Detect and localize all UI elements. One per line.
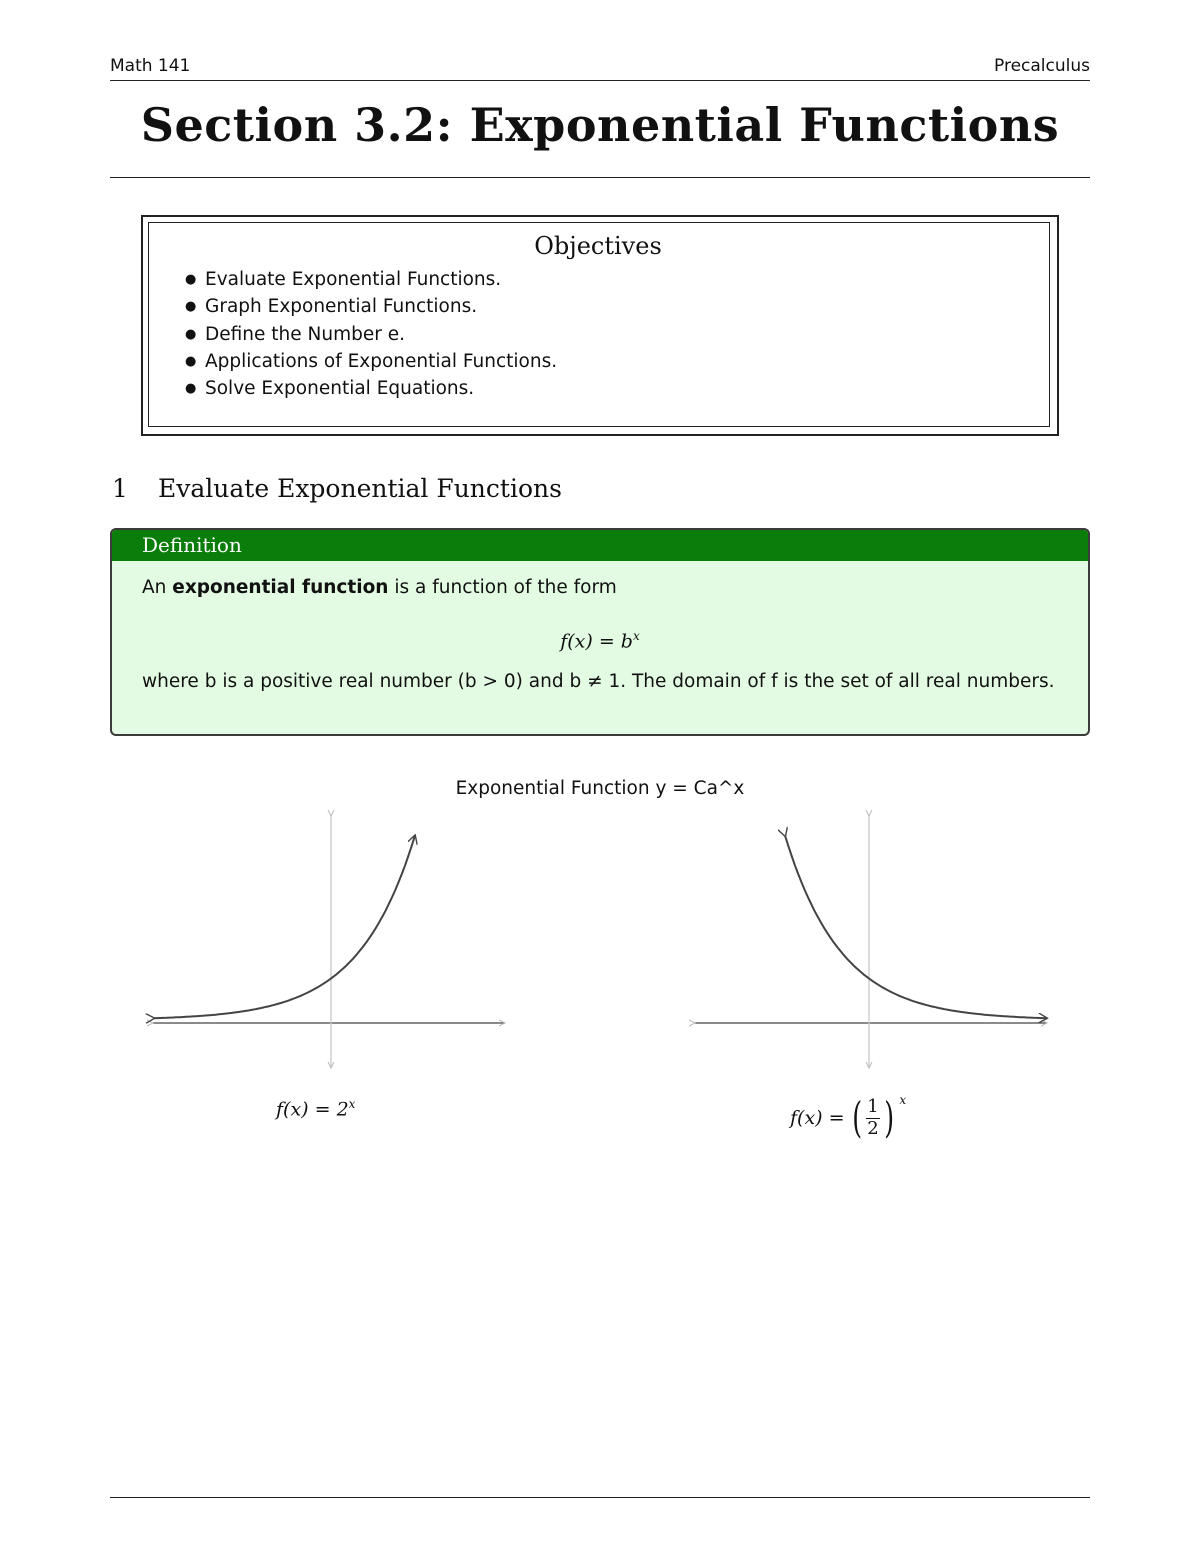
curve-2-to-x — [154, 836, 415, 1018]
bullet-icon: ● — [185, 326, 197, 342]
footer-rule — [110, 1497, 1090, 1498]
objective-item: ● Solve Exponential Equations. — [183, 375, 557, 402]
page-title: Section 3.2: Exponential Functions — [140, 98, 1060, 152]
objective-item: ● Graph Exponential Functions. — [183, 293, 557, 320]
definition-formula: $f(x) = b^x$ — [560, 629, 640, 653]
objective-item: ● Applications of Exponential Functions. — [183, 348, 557, 375]
bullet-icon: ● — [185, 381, 197, 397]
header-subject: Precalculus — [994, 56, 1090, 76]
section-title: Evaluate Exponential Functions — [158, 474, 562, 503]
bullet-icon: ● — [185, 299, 197, 315]
objectives-heading: Objectives — [534, 232, 662, 260]
section-number: 1 — [112, 474, 128, 503]
bullet-icon: ● — [185, 353, 197, 369]
objective-item: ● Evaluate Exponential Functions. — [183, 266, 557, 293]
objective-item: ● Define the Number e. — [183, 321, 557, 348]
curve-half-to-x — [785, 836, 1046, 1018]
definition-label: Definition — [142, 533, 242, 557]
bullet-icon: ● — [185, 272, 197, 287]
definition-condition: where b is a positive real number (b > 0) and b ≠ 1. The domain of f is the set of all real numbers. — [142, 671, 1055, 692]
caption-half-to-x: f(x) = ( 1 2 ) $^x$ — [790, 1093, 907, 1143]
caption-2-to-x: $f(x) = 2^x$ — [276, 1097, 356, 1121]
chart-title: Exponential Function y = Ca^x — [455, 778, 745, 799]
definition-term: exponential function — [172, 577, 389, 598]
header-course: Math 141 — [110, 56, 191, 76]
definition-intro: An exponential function is a function of the form — [142, 577, 617, 598]
